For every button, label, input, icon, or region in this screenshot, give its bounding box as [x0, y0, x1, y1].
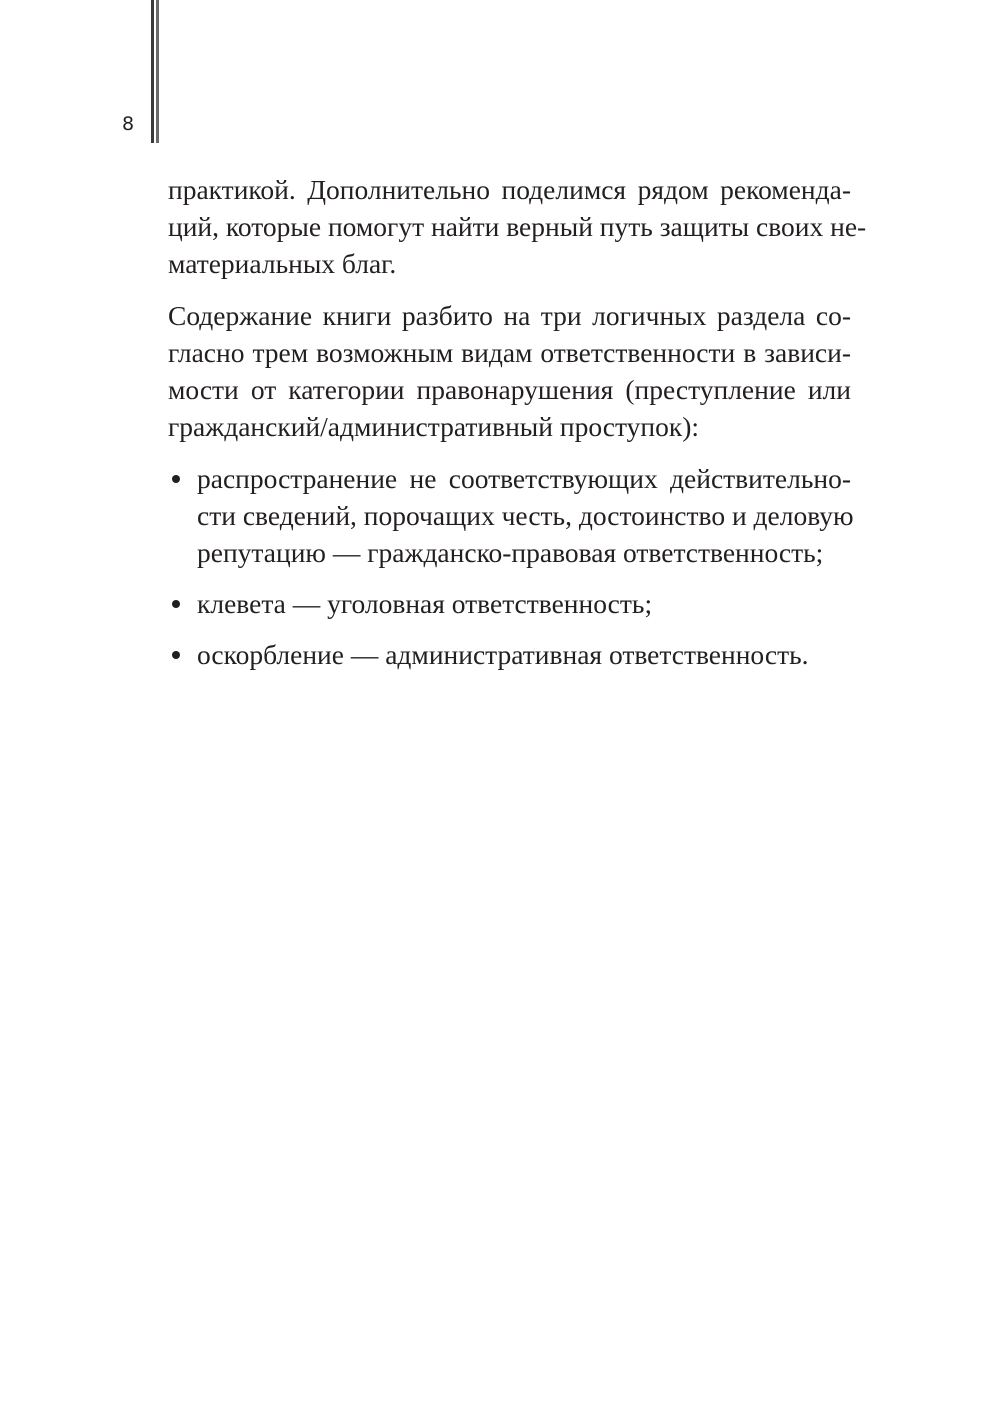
text-line: оскорбление — административная ответственность.: [197, 639, 809, 670]
text-line: репутацию — гражданско-правовая ответственность;: [197, 537, 824, 568]
responsibility-list: [168, 460, 854, 673]
text-line: клевета — уголовная ответственность;: [197, 588, 653, 619]
text-line: практикой. Дополнительно поделимся рядом рекоменда-: [168, 174, 851, 205]
text-line: гласно трем возможным видам ответственности в зависи-: [168, 337, 851, 368]
text-line: мости от категории правонарушения (преступление или: [168, 374, 851, 405]
paragraph-1: [168, 171, 867, 282]
list-item: [168, 460, 854, 571]
page-number: 8: [122, 113, 135, 135]
text-line: ций, которые помогут найти верный путь защиты своих не-: [168, 211, 867, 242]
body-text: [168, 171, 867, 687]
page-margin-rule: [151, 0, 154, 143]
bullet-icon: [172, 475, 180, 483]
list-item: [168, 636, 851, 673]
bullet-icon: [172, 651, 180, 659]
text-line: распространение не соответствующих действительно-: [197, 463, 851, 494]
text-line: сти сведений, порочащих честь, достоинство и деловую: [197, 500, 854, 531]
list-item: [168, 585, 851, 622]
text-line: гражданский/административный проступок):: [168, 411, 699, 442]
bullet-icon: [172, 600, 180, 608]
paragraph-2: [168, 297, 851, 445]
text-line: материальных благ.: [168, 248, 397, 279]
page-margin-rule-inner: [156, 0, 159, 143]
text-line: Содержание книги разбито на три логичных раздела со-: [168, 300, 851, 331]
